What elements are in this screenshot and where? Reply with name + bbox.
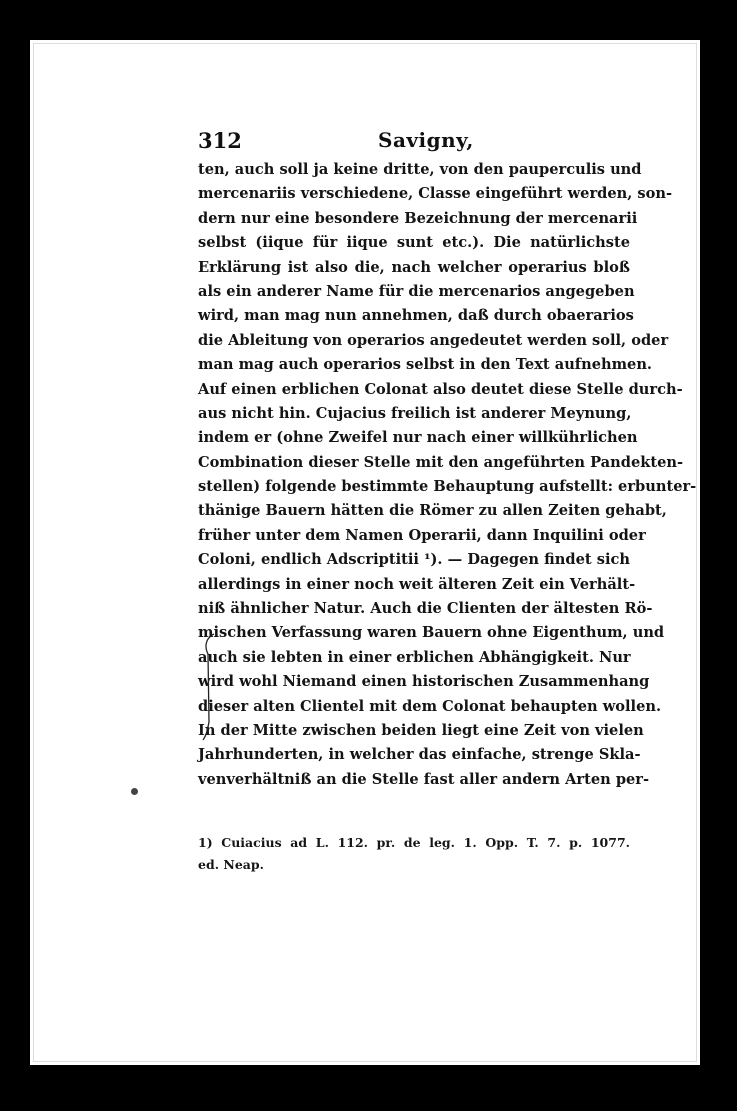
- text-line: die Ableitung von operarios angedeutet werden soll, oder: [198, 331, 669, 349]
- text-line: niß ähnlicher Natur. Auch die Clienten der ältesten Rö-: [198, 600, 653, 618]
- text-line: venverhältniß an die Stelle fast aller andern Arten per-: [198, 770, 650, 788]
- text-line: selbst (iique für iique sunt etc.). Die natürlichste: [198, 234, 630, 252]
- footnote: [198, 832, 630, 876]
- page-header: [198, 128, 628, 154]
- text-line: ten, auch soll ja keine dritte, von den pauperculis und: [198, 161, 642, 178]
- text-line: dieser alten Clientel mit dem Colonat behaupten wollen.: [198, 697, 662, 715]
- text-line: als ein anderer Name für die mercenarios angegeben: [198, 282, 635, 300]
- text-line: wird wohl Niemand einen historischen Zusammenhang: [198, 673, 650, 691]
- footnote-line: ed. Neap.: [198, 857, 264, 872]
- text-line: Combination dieser Stelle mit den angeführten Pandekten-: [198, 453, 684, 471]
- text-line: auch sie lebten in einer erblichen Abhängigkeit. Nur: [198, 648, 631, 666]
- text-line: Erklärung ist also die, nach welcher operarius bloß: [198, 258, 630, 276]
- text-line: stellen) folgende bestimmte Behauptung aufstellt: erbunter-: [198, 478, 697, 496]
- footnote-line: 1) Cuiacius ad L. 112. pr. de leg. 1. Opp. T. 7. p. 1077.: [198, 835, 630, 850]
- text-line: Jahrhunderten, in welcher das einfache, strenge Skla-: [198, 746, 641, 764]
- text-line: aus nicht hin. Cujacius freilich ist anderer Meynung,: [198, 404, 632, 422]
- body-text: [198, 158, 697, 792]
- text-line: Auf einen erblichen Colonat also deutet diese Stelle durch-: [198, 380, 683, 398]
- margin-bracket-mark: [200, 632, 216, 742]
- text-line: dern nur eine besondere Bezeichnung der mercenarii: [198, 209, 638, 227]
- text-line: man mag auch operarios selbst in den Text aufnehmen.: [198, 356, 653, 374]
- page-number: 312: [198, 128, 242, 153]
- text-line: Coloni, endlich Adscriptitii ¹). — Dagegen findet sich: [198, 551, 630, 569]
- text-line: thänige Bauern hätten die Römer zu allen Zeiten gehabt,: [198, 502, 667, 520]
- text-line: wird, man mag nun annehmen, daß durch obaerarios: [198, 307, 634, 325]
- text-line: indem er (ohne Zweifel nur nach einer willkührlichen: [198, 429, 638, 447]
- text-line: mercenariis verschiedene, Classe eingeführt werden, son-: [198, 185, 673, 203]
- text-line: allerdings in einer noch weit älteren Zeit ein Verhält-: [198, 575, 636, 593]
- ink-speck: [131, 788, 138, 795]
- running-head: Savigny,: [378, 128, 474, 152]
- text-line: In der Mitte zwischen beiden liegt eine Zeit von vielen: [198, 721, 644, 739]
- text-line: früher unter dem Namen Operarii, dann Inquilini oder: [198, 526, 646, 544]
- text-line: mischen Verfassung waren Bauern ohne Eigenthum, und: [198, 624, 665, 642]
